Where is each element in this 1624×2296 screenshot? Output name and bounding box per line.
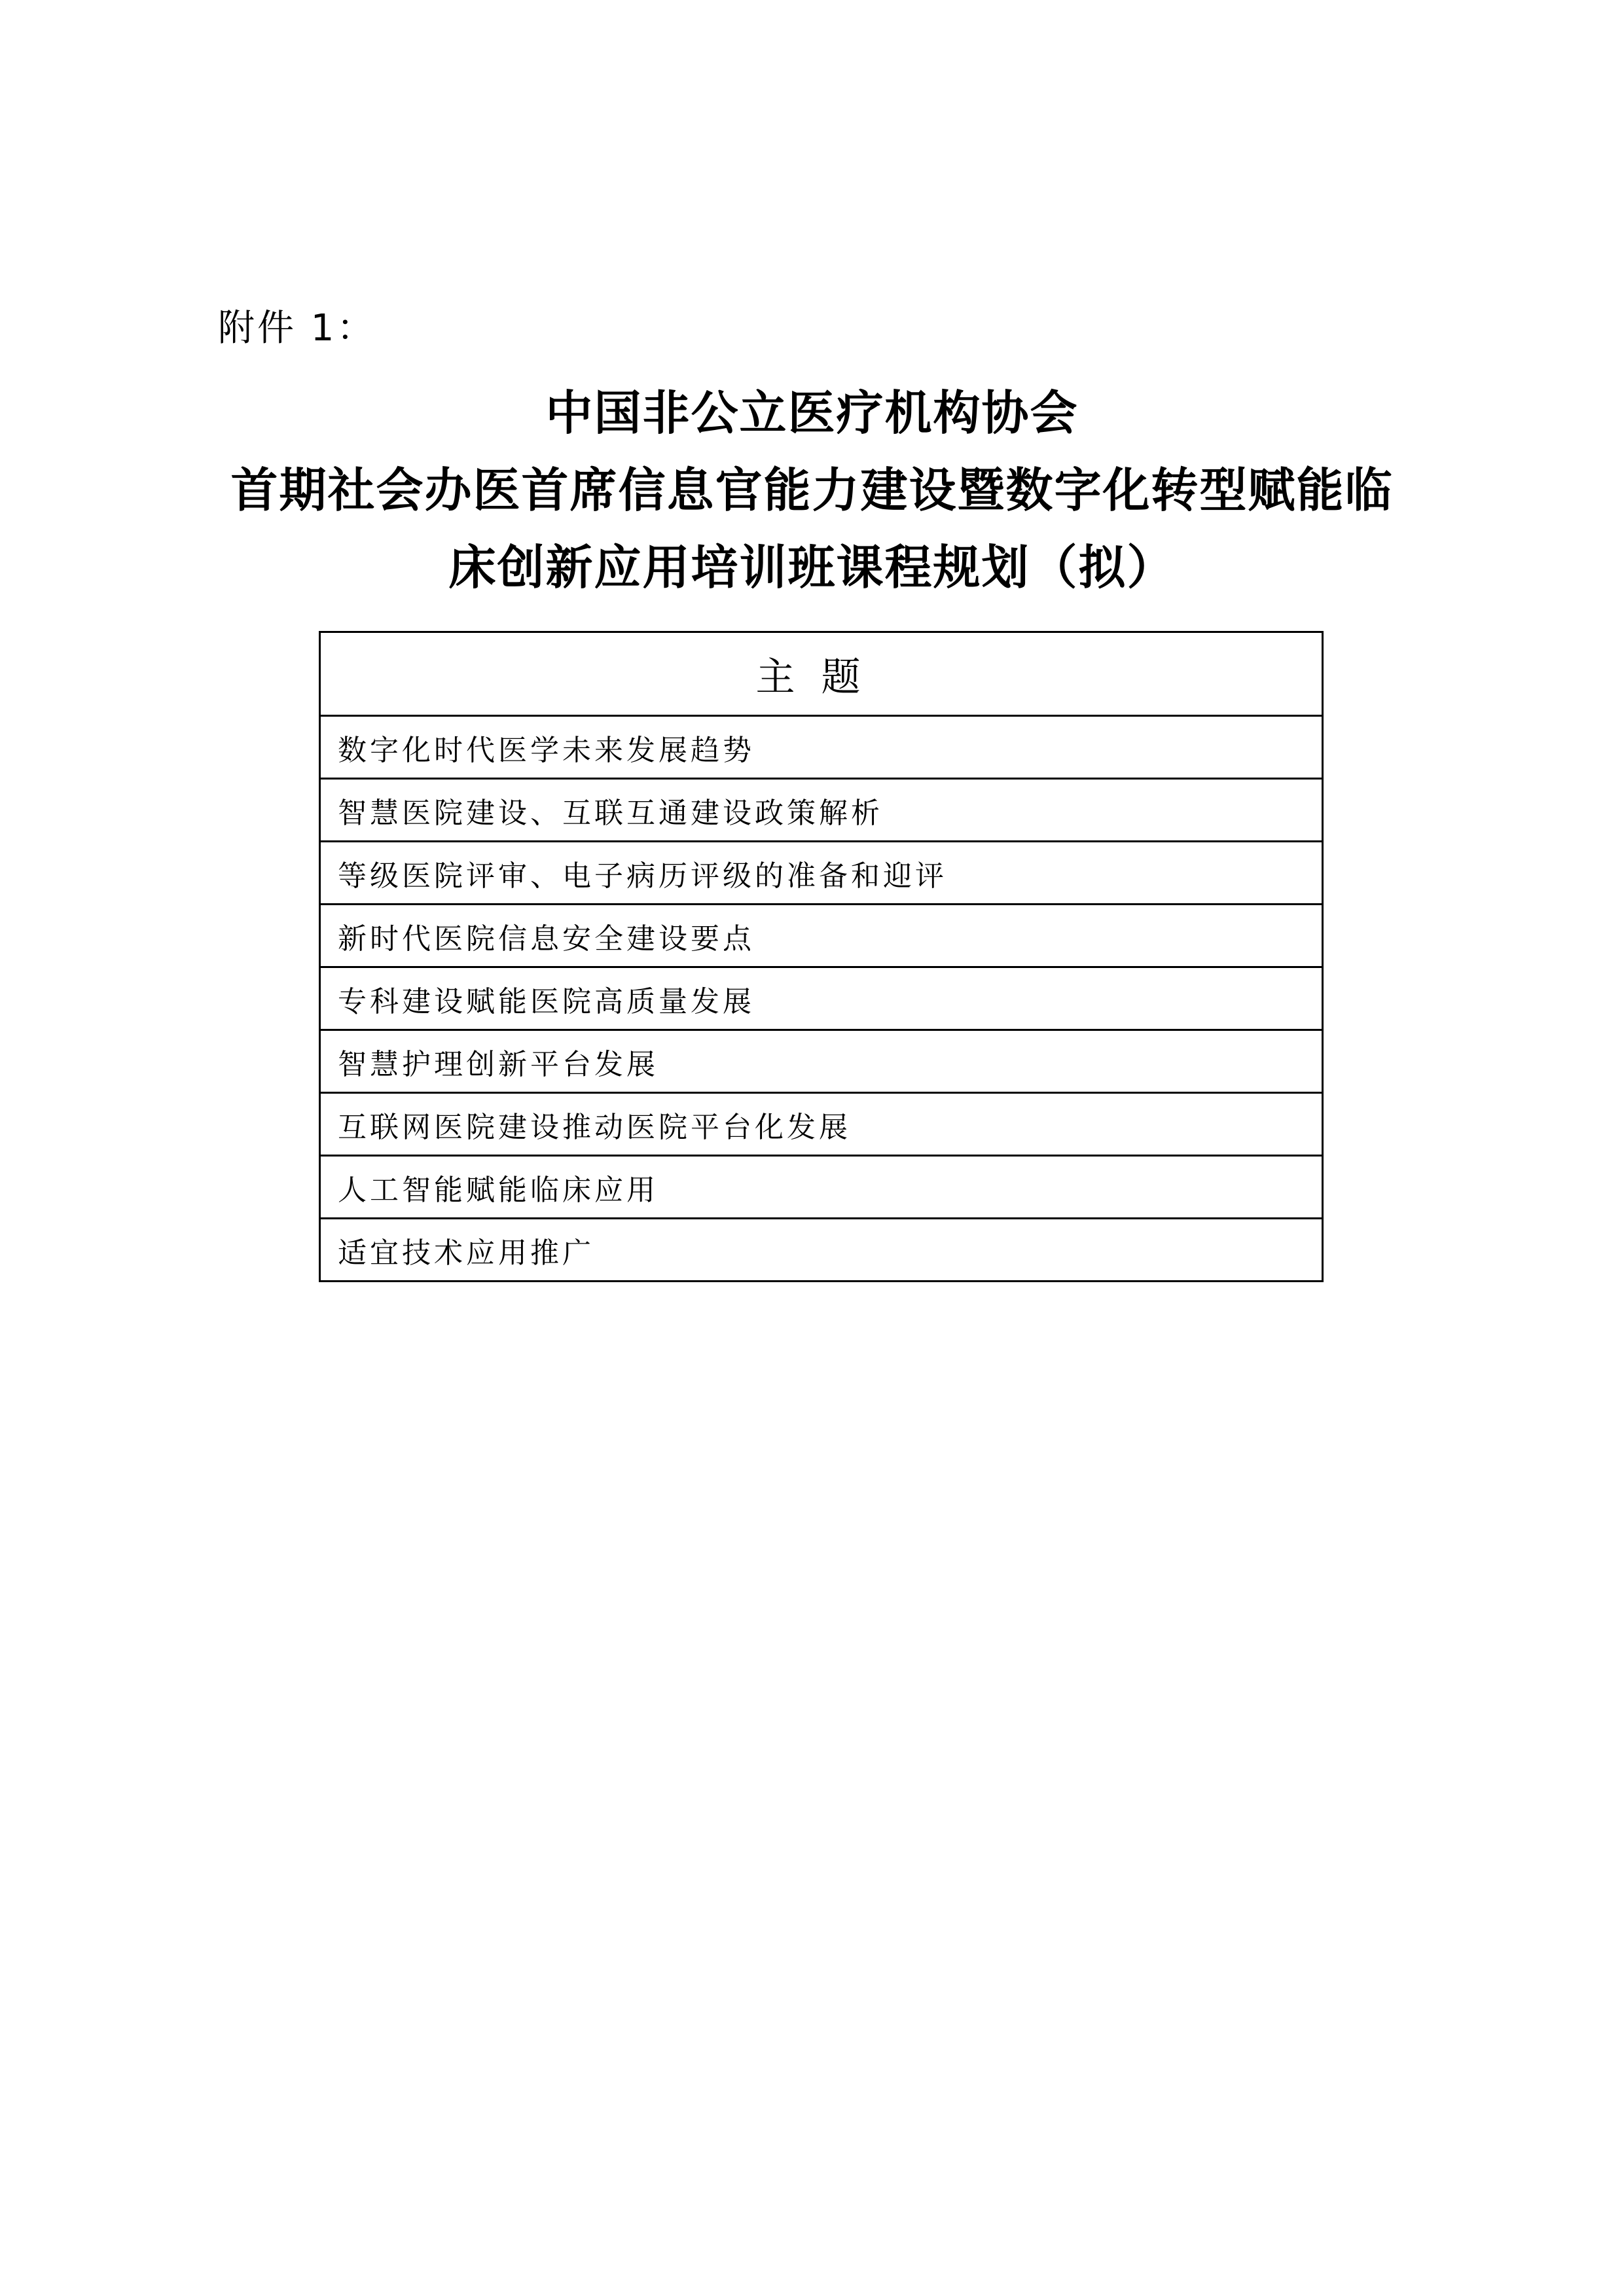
topic-table — [319, 631, 1324, 1282]
attachment-label: 附件 1： — [218, 307, 376, 350]
table-header-topic: 主题 — [320, 632, 1323, 716]
topic-cell: 智慧医院建设、互联互通建设政策解析 — [320, 779, 1323, 842]
title-line-3: 床创新应用培训班课程规划（拟） — [448, 540, 1176, 595]
table-row — [320, 779, 1323, 842]
table-row — [320, 1156, 1323, 1219]
title-line-1: 中国非公立医疗机构协会 — [545, 386, 1079, 440]
table-row — [320, 842, 1323, 905]
table-row — [320, 1093, 1323, 1156]
table-header-row — [320, 632, 1323, 716]
table-row — [320, 967, 1323, 1030]
topic-cell: 智慧护理创新平台发展 — [320, 1030, 1323, 1093]
topic-cell: 专科建设赋能医院高质量发展 — [320, 967, 1323, 1030]
table-row — [320, 905, 1323, 967]
topic-cell: 数字化时代医学未来发展趋势 — [320, 716, 1323, 779]
document-title — [0, 374, 1624, 606]
title-line-2: 首期社会办医首席信息官能力建设暨数字化转型赋能临 — [230, 463, 1394, 518]
topic-cell: 人工智能赋能临床应用 — [320, 1156, 1323, 1219]
topic-cell: 互联网医院建设推动医院平台化发展 — [320, 1093, 1323, 1156]
table-row — [320, 1219, 1323, 1282]
table-row — [320, 1030, 1323, 1093]
table-row — [320, 716, 1323, 779]
topic-cell: 新时代医院信息安全建设要点 — [320, 905, 1323, 967]
topic-cell: 等级医院评审、电子病历评级的准备和迎评 — [320, 842, 1323, 905]
topic-cell: 适宜技术应用推广 — [320, 1219, 1323, 1282]
